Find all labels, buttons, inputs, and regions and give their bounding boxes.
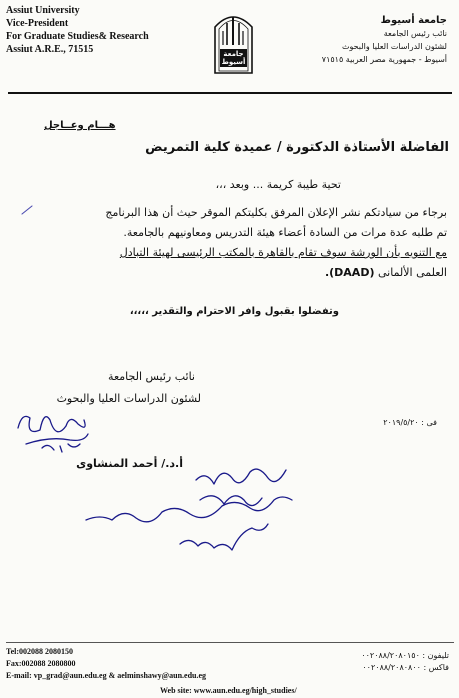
footer-fax: Fax:002088 2080800	[6, 659, 76, 668]
margin-mark-icon	[22, 206, 32, 214]
footer-email: E-mail: vp_grad@aun.edu.eg & aelminshawy@aun.edu.eg	[6, 671, 207, 680]
body-line-2: تم طلبه عدة مرات من السادة أعضاء هيئة التدريس ومعاونيهم بالجامعة.	[123, 226, 447, 239]
footer-website: Web site: www.aun.edu.eg/high_studies/	[160, 686, 297, 695]
daad-label: (DAAD).	[324, 266, 375, 279]
signature-title-1: نائب رئيس الجامعة	[108, 370, 195, 383]
greeting: تحية طيبة كريمة ... وبعد ،،،	[215, 178, 341, 191]
handwritten-note	[196, 469, 286, 484]
logo-text: جامعة أسيوط	[221, 50, 246, 66]
body-line-1: برجاء من سيادتكم نشر الإعلان المرفق بكليتكم الموقر حيث أن هذا البرنامج	[105, 206, 447, 219]
footer-english	[6, 646, 206, 682]
header-en-address: Assiut A.R.E., 71515	[6, 44, 94, 55]
header-en-university: Assiut University	[6, 5, 80, 16]
header-ar-address: أسيوط - جمهورية مصر العربية ٧١٥١٥	[321, 55, 447, 64]
signature-title-2: لشئون الدراسات العليا والبحوث	[56, 392, 201, 405]
footer-tel: Tel:002088 2080150	[6, 647, 74, 656]
header-en-vp: Vice-President	[6, 18, 69, 29]
letter-date: فى : ٢٠١٩/٥/٢٠	[383, 418, 437, 427]
header-en-graduate: For Graduate Studies& Research	[6, 31, 149, 42]
handwritten-signature	[18, 416, 85, 431]
footer-arabic	[361, 650, 449, 674]
header-ar-graduate: لشئون الدراسات العليا والبحوث	[341, 42, 447, 51]
urgent-label: هـــام وعــاجل	[44, 120, 116, 131]
body-line-4-text: العلمى الألمانى	[377, 266, 447, 279]
signatory-name: أ.د./ أحمد المنشاوى	[76, 457, 183, 470]
closing-line: وتفضلوا بقبول وافر الاحترام والتقدير ،،،،،	[129, 306, 339, 317]
header-ar-university: جامعة أسيوط	[380, 15, 447, 26]
body-line-3: مع التنويه بأن الورشة سوف تقام بالقاهرة بالمكتب الرئيسى لهيئة التبادل	[119, 246, 447, 259]
header-ar-vp: نائب رئيس الجامعة	[383, 29, 447, 38]
addressee: الفاضلة الأستاذة الدكتورة / عميدة كلية التمريض	[145, 140, 449, 155]
footer-ar-fax: فاكس : ٠٠٢٠٨٨/٢٠٨٠٨٠٠	[362, 663, 449, 672]
footer-divider	[6, 642, 454, 643]
footer-ar-tel: تليفون : ٠٠٢٠٨٨/٢٠٨٠١٥٠	[361, 651, 449, 660]
